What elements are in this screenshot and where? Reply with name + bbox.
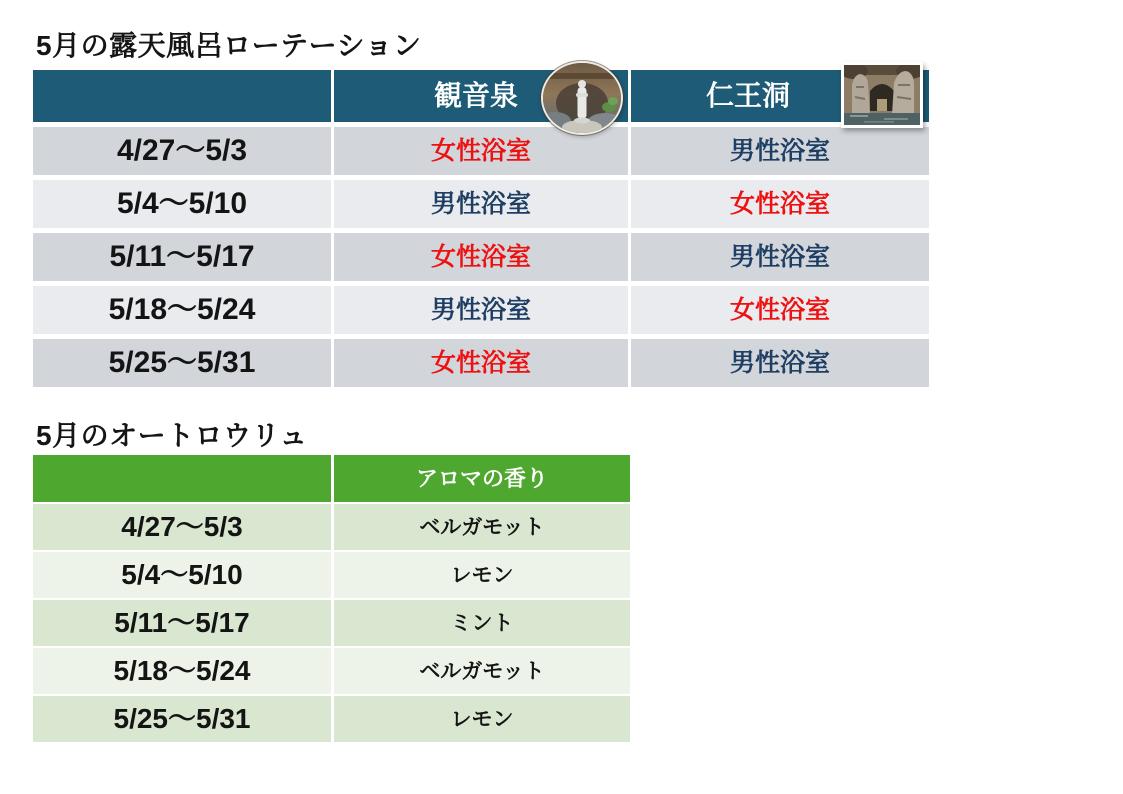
loyly-header-date-cell bbox=[33, 455, 331, 502]
aroma-cell: レモン bbox=[334, 552, 630, 598]
rotation-header-nio-cell: 仁王洞 bbox=[631, 70, 929, 122]
loyly-title: 5月のオートロウリュ bbox=[36, 420, 308, 451]
rotation-title: 5月の露天風呂ローテーション bbox=[36, 30, 422, 61]
kannon-bath-cell: 女性浴室 bbox=[334, 127, 628, 175]
loyly-table bbox=[33, 455, 630, 742]
nio-bath-cell: 男性浴室 bbox=[631, 233, 929, 281]
rotation-header-kannon-cell: 観音泉 bbox=[334, 70, 628, 122]
rotation-header-date-cell bbox=[33, 70, 331, 122]
date-cell: 4/27～5/3 bbox=[33, 127, 331, 175]
nio-bath-cell: 女性浴室 bbox=[631, 286, 929, 334]
kannon-bath-cell: 男性浴室 bbox=[334, 180, 628, 228]
kannon-bath-cell: 女性浴室 bbox=[334, 339, 628, 387]
aroma-cell: レモン bbox=[334, 696, 630, 742]
nio-bath-cell: 男性浴室 bbox=[631, 127, 929, 175]
nio-bath-cell: 男性浴室 bbox=[631, 339, 929, 387]
kannon-bath-cell: 女性浴室 bbox=[334, 233, 628, 281]
nio-do-photo bbox=[841, 62, 923, 128]
aroma-cell: ベルガモット bbox=[334, 648, 630, 694]
rotation-table bbox=[33, 70, 929, 387]
kannon-bath-cell: 男性浴室 bbox=[334, 286, 628, 334]
date-cell: 5/25～5/31 bbox=[33, 696, 331, 742]
aroma-cell: ミント bbox=[334, 600, 630, 646]
aroma-cell: ベルガモット bbox=[334, 504, 630, 550]
date-cell: 5/18～5/24 bbox=[33, 286, 331, 334]
date-cell: 5/4～5/10 bbox=[33, 552, 331, 598]
kannon-sen-photo bbox=[541, 61, 623, 135]
date-cell: 5/11～5/17 bbox=[33, 233, 331, 281]
loyly-header-aroma-cell: アロマの香り bbox=[334, 455, 630, 502]
kannon-statue-illustration bbox=[543, 63, 621, 133]
date-cell: 5/4～5/10 bbox=[33, 180, 331, 228]
date-cell: 5/25～5/31 bbox=[33, 339, 331, 387]
date-cell: 5/11～5/17 bbox=[33, 600, 331, 646]
date-cell: 5/18～5/24 bbox=[33, 648, 331, 694]
nio-cave-illustration bbox=[844, 65, 920, 125]
date-cell: 4/27～5/3 bbox=[33, 504, 331, 550]
nio-bath-cell: 女性浴室 bbox=[631, 180, 929, 228]
